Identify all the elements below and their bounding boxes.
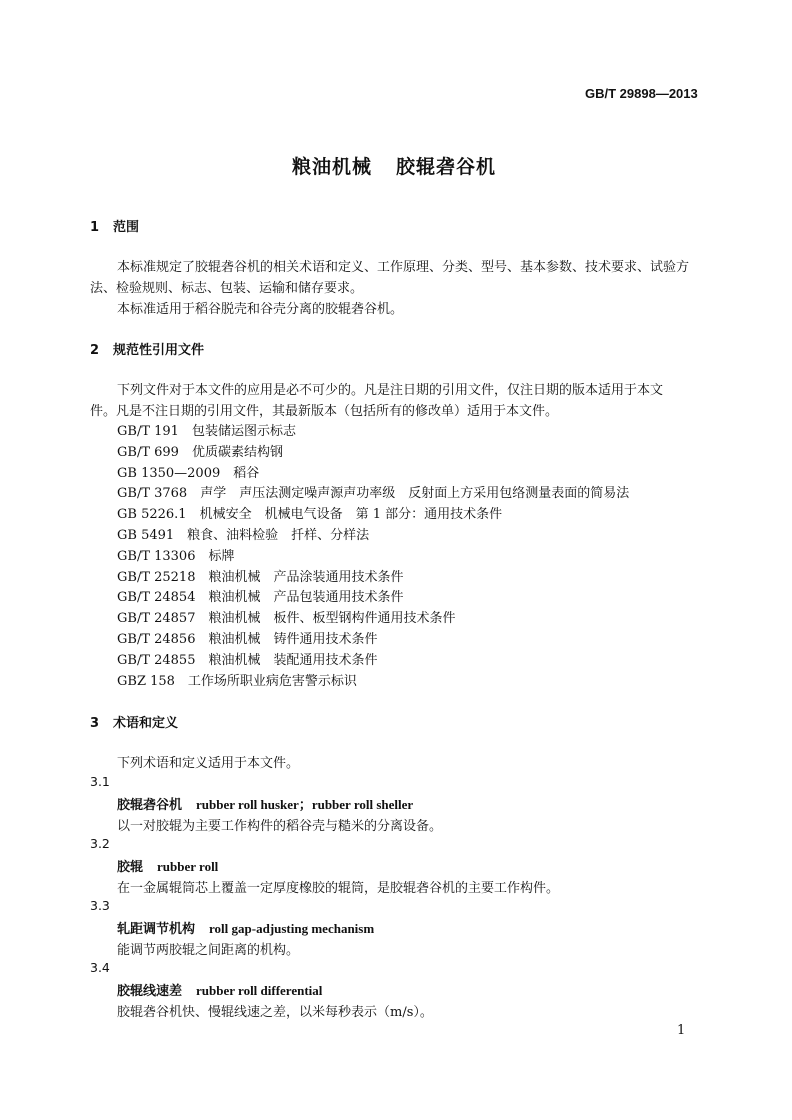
page-number: 1 [677, 1023, 686, 1038]
reference-title: 粮油机械 铸件通用技术条件 [208, 632, 378, 647]
reference-item [117, 482, 629, 501]
title-part1: 粮油机械 [292, 156, 373, 178]
section-3-heading [90, 712, 178, 731]
section-number: 3 [90, 716, 100, 731]
reference-item [117, 524, 369, 543]
term-heading [117, 980, 322, 999]
reference-title: 声学 声压法测定噪声源声功率级 反射面上方采用包络测量表面的简易法 [200, 486, 630, 502]
reference-code: GB/T 25218 [117, 569, 196, 585]
term-chinese: 胶辊砻谷机 [117, 798, 183, 813]
reference-title: 粮油机械 产品包装通用技术条件 [208, 590, 404, 606]
paragraph-line: 下列文件对于本文件的应用是必不可少的。凡是注日期的引用文件，仅注日期的版本适用于本文 [117, 383, 664, 398]
standard-number: GB/T 29898—2013 [585, 86, 698, 101]
paragraph-line: 件。凡是不注日期的引用文件，其最新版本（包括所有的修改单）适用于本文件。 [90, 404, 559, 419]
term-heading [117, 856, 218, 875]
term-definition: 在一金属辊筒芯上覆盖一定厚度橡胶的辊筒，是胶辊砻谷机的主要工作构件。 [117, 881, 560, 896]
term-english: roll gap-adjusting mechanism [209, 921, 375, 936]
reference-code: GB/T 3768 [117, 486, 188, 502]
section-title: 范围 [113, 220, 140, 235]
reference-title: 粮食、油料检验 扦样、分样法 [187, 528, 370, 543]
reference-code: GB/T 24857 [117, 611, 196, 627]
reference-code: GB/T 13306 [117, 548, 196, 564]
term-chinese: 胶辊线速差 [117, 984, 183, 999]
reference-code: GB/T 24854 [117, 590, 196, 606]
reference-code: GB 5491 [117, 528, 175, 543]
document-title [292, 152, 496, 179]
term-english: rubber roll husker；rubber roll sheller [196, 797, 414, 812]
reference-item [117, 649, 378, 668]
term-number: 3.3 [90, 898, 110, 913]
term-definition: 能调节两胶辊之间距离的机构。 [117, 943, 300, 958]
reference-title: 工作场所职业病危害警示标识 [187, 673, 357, 689]
section-2-heading [90, 339, 204, 358]
reference-item [117, 586, 404, 605]
reference-item [117, 503, 502, 522]
reference-item [117, 441, 283, 460]
paragraph: 下列术语和定义适用于本文件。 [117, 756, 300, 771]
reference-title: 标牌 [208, 548, 235, 564]
reference-title: 机械安全 机械电气设备 第 1 部分：通用技术条件 [199, 507, 503, 523]
reference-code: GB/T 191 [117, 424, 179, 439]
reference-code: GB/T 24856 [117, 632, 196, 647]
title-part2: 胶辊砻谷机 [396, 156, 497, 178]
term-number: 3.1 [90, 774, 110, 789]
reference-title: 粮油机械 产品涂装通用技术条件 [208, 569, 404, 585]
paragraph: 本标准适用于稻谷脱壳和谷壳分离的胶辊砻谷机。 [117, 302, 404, 317]
reference-title: 优质碳素结构钢 [191, 444, 283, 460]
term-number: 3.2 [90, 836, 110, 851]
section-title: 术语和定义 [113, 716, 179, 731]
reference-item [117, 670, 357, 689]
reference-code: GB 5226.1 [117, 507, 187, 523]
term-english: rubber roll [157, 859, 219, 874]
reference-code: GB/T 699 [117, 444, 179, 460]
term-number: 3.4 [90, 960, 110, 975]
term-english: rubber roll differential [196, 983, 323, 998]
reference-item [117, 566, 404, 585]
section-1-heading [90, 216, 139, 235]
reference-title: 包装储运图示标志 [191, 424, 296, 439]
term-definition: 胶辊砻谷机快、慢辊线速之差，以米每秒表示（m/s）。 [117, 1005, 433, 1020]
reference-item [117, 628, 378, 647]
section-number: 1 [90, 220, 100, 235]
term-chinese: 轧距调节机构 [117, 922, 196, 937]
reference-title: 稻谷 [233, 465, 260, 481]
paragraph-line: 本标准规定了胶辊砻谷机的相关术语和定义、工作原理、分类、型号、基本参数、技术要求、试验方 [117, 260, 690, 275]
reference-item [117, 545, 235, 564]
reference-title: 粮油机械 板件、板型钢构件通用技术条件 [208, 611, 456, 627]
term-definition: 以一对胶辊为主要工作构件的稻谷壳与糙米的分离设备。 [117, 819, 443, 834]
reference-item [117, 420, 296, 439]
reference-item [117, 462, 259, 481]
reference-code: GB/T 24855 [117, 652, 196, 668]
term-heading [117, 794, 413, 813]
term-heading [117, 918, 374, 937]
term-chinese: 胶辊 [117, 860, 144, 875]
reference-title: 粮油机械 装配通用技术条件 [208, 652, 378, 668]
reference-code: GB 1350—2009 [117, 465, 221, 481]
section-title: 规范性引用文件 [113, 343, 205, 358]
section-number: 2 [90, 343, 100, 358]
reference-item [117, 607, 456, 626]
reference-code: GBZ 158 [117, 673, 175, 689]
paragraph-line: 法、检验规则、标志、包装、运输和储存要求。 [90, 281, 364, 296]
